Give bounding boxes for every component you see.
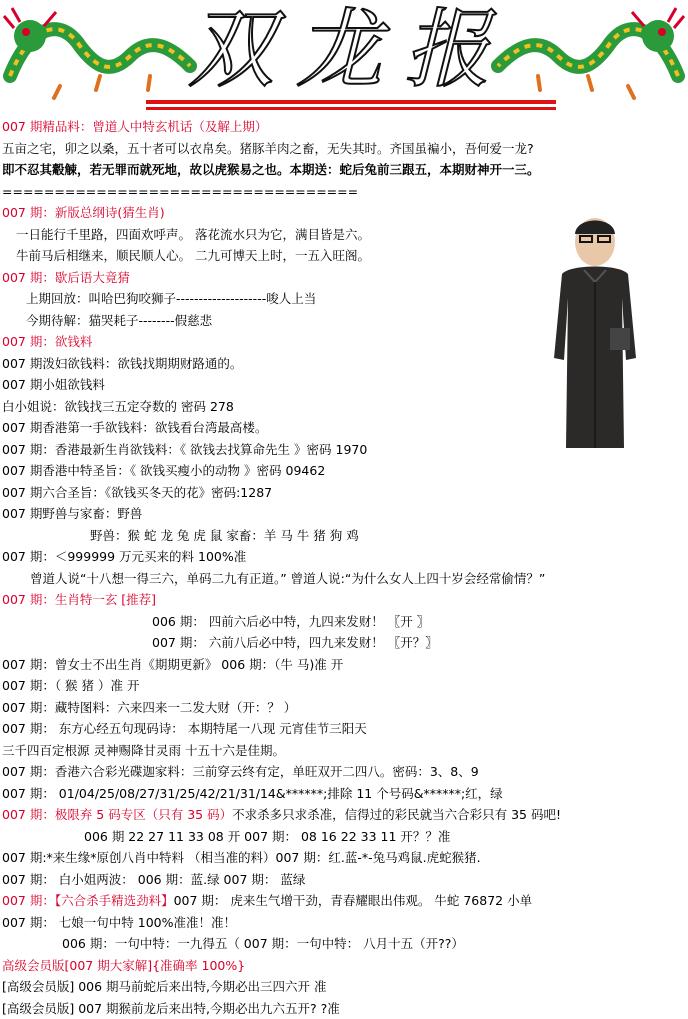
title-underline-bottom — [146, 107, 556, 110]
article-line: 007 期小姐欲钱料 — [2, 374, 686, 396]
article-line: 高级会员版[007 期大家解]{准确率 100%} — [2, 955, 686, 977]
article-line: 五亩之宅，卯之以桑，五十者可以衣帛矣。猪豚羊肉之畜，无失其时。齐国虽褊小，吾何爱一龙? — [2, 138, 686, 160]
article-line: 006 期：一句中特：一九得五（ 007 期：一句中特： 八月十五（开??） — [2, 933, 686, 955]
article-line: 007 期：新版总纲诗(猜生肖) — [2, 202, 686, 224]
title-underline-top — [146, 100, 556, 104]
line-heading: 007 期：【六合杀手精选劲料】 — [2, 893, 174, 908]
article-line — [2, 804, 686, 826]
article-line: 即不忍其觳觫，若无罪而就死地，故以虎猴易之也。本期送：蛇后兔前三跟五，本期财神开一三。 — [2, 159, 686, 181]
article-line: 曾道人说“十八想一得三六，单码二九有正道。” 曾道人说:“为什么女人上四十岁会经常偷情？” — [2, 568, 686, 590]
masthead — [0, 0, 688, 118]
article-line: [高级会员版] 007 期猴前龙后来出特,今期必出九六五开? ?准 — [2, 998, 686, 1019]
article-line: 007 期：香港六合彩光碟迦家料：三前穿云终有定，单旺双开二四八。密码：3、8、9 — [2, 761, 686, 783]
article-line: 007 期：歇后语大竟猜 — [2, 267, 686, 289]
article-line: 007 期香港中特圣旨：《 欲钱买瘦小的动物 》密码 09462 — [2, 460, 686, 482]
article-body — [2, 116, 686, 1019]
article-line: 三千四百定根源 灵神赐降甘灵雨 十五十六是佳期。 — [2, 740, 686, 762]
line-text: 007 期： 虎来生气增干劲，青春耀眼出伟观。 牛蛇 76872 小单 — [174, 893, 533, 908]
masthead-title: 双龙报 — [150, 0, 550, 100]
article-line: 007 期：生肖特一玄 [推荐] — [2, 589, 686, 611]
article-line: 一日能行千里路，四面欢呼声。 落花流水只为它，满目皆是六。 — [2, 224, 686, 246]
article-line: 上期回放：叫哈巴狗咬狮子--------------------唆人上当 — [2, 288, 686, 310]
article-line: 007 期香港第一手欲钱料：欲钱看台湾最高楼。 — [2, 417, 686, 439]
article-line: 007 期：＜999999 万元买来的料 100%准 — [2, 546, 686, 568]
article-line: 007 期：曾女士不出生肖《期期更新》 006 期：（牛 马)准 开 — [2, 654, 686, 676]
line-text: 不求杀多只求杀准，信得过的彩民就当六合彩只有 35 码吧! — [232, 807, 561, 822]
article-line: 007 期： 七娘一句中特 100%准准！准！ — [2, 912, 686, 934]
article-line: 007 期六合圣旨：《欲钱买冬天的花》密码:1287 — [2, 482, 686, 504]
article-line: 007 期：（ 猴 猪 ）准 开 — [2, 675, 686, 697]
article-line: 007 期:*来生缘*原创八肖中特料 （相当准的料）007 期：红.蓝-*-兔马鸡鼠.虎蛇猴猪. — [2, 847, 686, 869]
article-line: 007 期野兽与家畜：野兽 — [2, 503, 686, 525]
article-line — [2, 890, 686, 912]
line-heading: 007 期：极限弃 5 码专区（只有 35 码） — [2, 807, 232, 822]
article-line: 007 期：欲钱料 — [2, 331, 686, 353]
article-line: 今期待解：猫哭耗子--------假慈悲 — [2, 310, 686, 332]
article-line: 野兽：猴 蛇 龙 兔 虎 鼠 家畜：羊 马 牛 猪 狗 鸡 — [2, 525, 686, 547]
article-line: 007 期泼妇欲钱料：欲钱找期期财路通的。 — [2, 353, 686, 375]
article-line: 007 期： 东方心经五句现码诗： 本期特尾一八现 元宵佳节三阳天 — [2, 718, 686, 740]
article-line: 007 期： 六前八后必中特，四九来发财！ 〖开？〗 — [2, 632, 686, 654]
article-line: 007 期：藏特图料：六来四来一二发大财（开：？ ） — [2, 697, 686, 719]
article-line: 007 期： 白小姐两波： 006 期：蓝.绿 007 期： 蓝绿 — [2, 869, 686, 891]
article-line: 006 期： 四前六后必中特，九四来发财！ 〖开 〗 — [2, 611, 686, 633]
article-line: 007 期精品料：曾道人中特玄机话（及解上期） — [2, 116, 686, 138]
article-line: 006 期 22 27 11 33 08 开 007 期： 08 16 22 33 11 开？？准 — [2, 826, 686, 848]
article-line: 007 期：香港最新生肖欲钱料：《 欲钱去找算命先生 》密码 1970 — [2, 439, 686, 461]
article-line: 007 期： 01/04/25/08/27/31/25/42/21/31/14&******;排除 11 个号码&******;红，绿 — [2, 783, 686, 805]
article-line: [高级会员版] 006 期马前蛇后来出特,今期必出三四六开 准 — [2, 976, 686, 998]
article-line: ================================== — [2, 181, 686, 203]
article-line: 白小姐说：欲钱找三五定夺数的 密码 278 — [2, 396, 686, 418]
article-line: 牛前马后相继来，顺民顺人心。 二九可博天上时，一五入旺阁。 — [2, 245, 686, 267]
